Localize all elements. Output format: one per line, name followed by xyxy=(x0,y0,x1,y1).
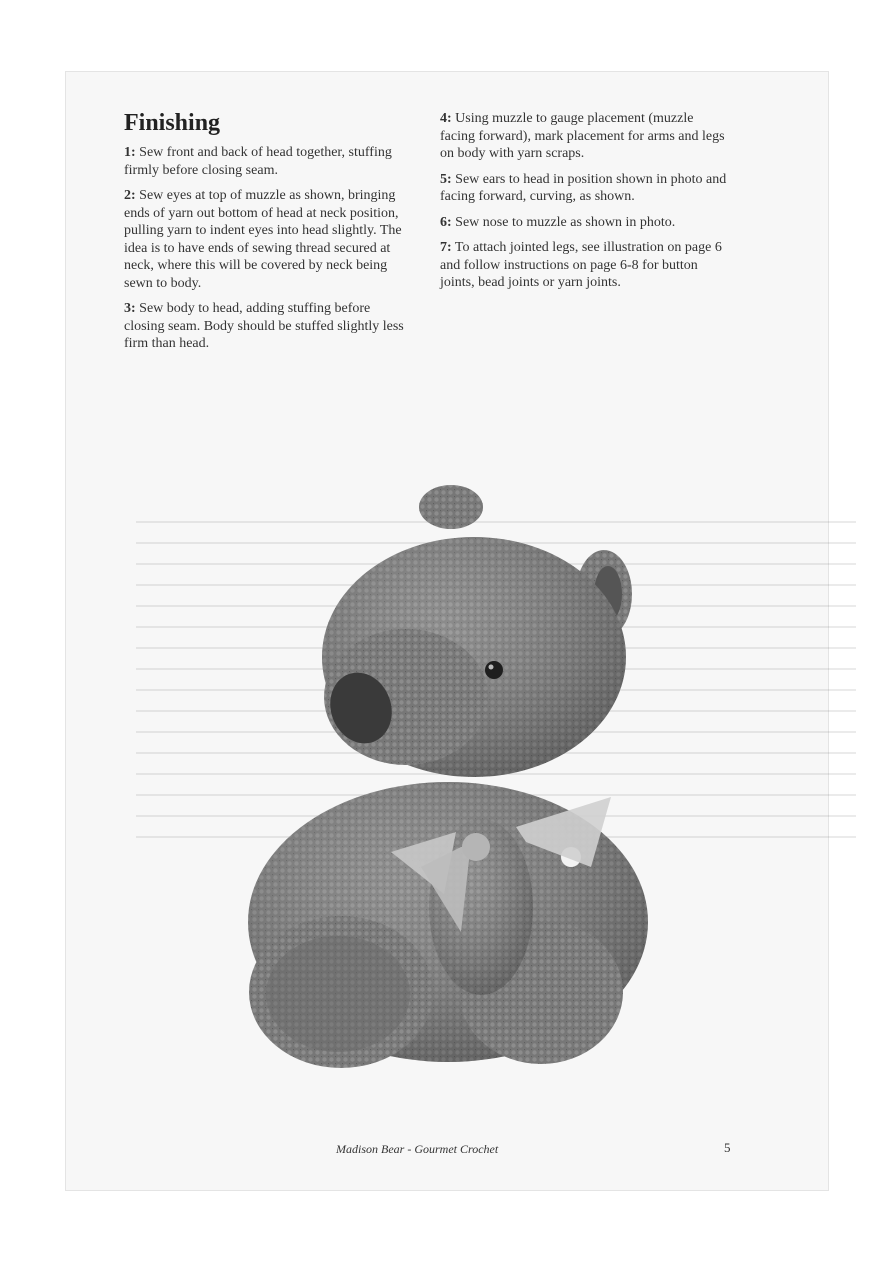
instructions-left-column xyxy=(124,144,414,361)
instruction-step: 2: Sew eyes at top of muzzle as shown, bringing ends of yarn out bottom of head at neck position, pulling yarn to indent eyes into head slightly. The idea is to have ends of sewing thread secured at neck, where this will be covered by neck being sewn to body. xyxy=(124,188,402,291)
instruction-step: 4: Using muzzle to gauge placement (muzzle facing forward), mark placement for arms and legs on body with yarn scraps. xyxy=(440,111,725,161)
instructions-right-column xyxy=(440,110,730,300)
instruction-step: 7: To attach jointed legs, see illustration on page 6 and follow instructions on page 6-8 for button joints, bead joints or yarn joints. xyxy=(440,240,722,290)
instruction-step: 3: Sew body to head, adding stuffing before closing seam. Body should be stuffed slightly less firm than head. xyxy=(124,301,404,351)
page-number: 5 xyxy=(724,1140,731,1155)
instruction-step: 6: Sew nose to muzzle as shown in photo. xyxy=(440,214,676,230)
instruction-step: 1: Sew front and back of head together, stuffing firmly before closing seam. xyxy=(124,145,392,178)
instruction-step: 5: Sew ears to head in position shown in photo and facing forward, curving, as shown. xyxy=(440,171,727,204)
document-page xyxy=(66,72,828,1190)
crochet-bear-photo xyxy=(216,482,676,1082)
section-heading: Finishing xyxy=(124,110,221,136)
page-footer: Madison Bear - Gourmet Crochet xyxy=(336,1142,499,1156)
